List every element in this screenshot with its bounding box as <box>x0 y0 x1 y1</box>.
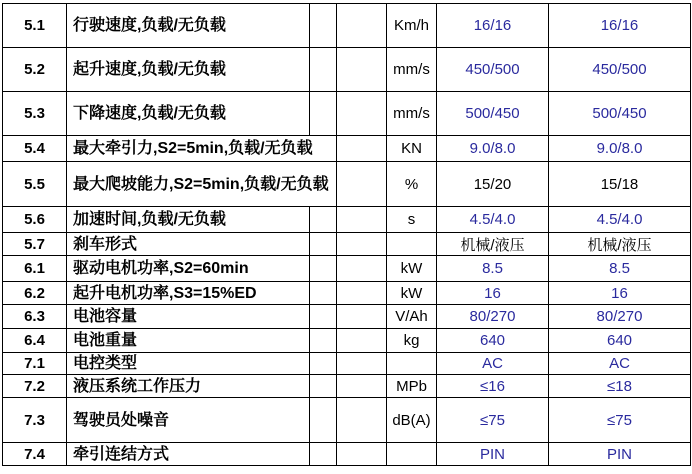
table-row <box>3 207 691 233</box>
table-row <box>3 162 691 207</box>
row-description: 电控类型 <box>67 353 310 375</box>
row-value-1: 15/20 <box>437 162 549 207</box>
row-id: 7.1 <box>3 353 67 375</box>
spec-table <box>2 3 691 466</box>
row-spacer-2 <box>337 136 387 162</box>
row-spacer-2 <box>337 398 387 443</box>
row-unit: MPb <box>387 375 437 398</box>
row-unit: mm/s <box>387 92 437 136</box>
row-value-1: 500/450 <box>437 92 549 136</box>
row-description: 牵引连结方式 <box>67 443 310 466</box>
row-value-1: 450/500 <box>437 48 549 92</box>
row-unit: kW <box>387 282 437 305</box>
row-spacer-1 <box>310 233 337 256</box>
row-id: 6.4 <box>3 329 67 353</box>
row-spacer-1 <box>310 398 337 443</box>
row-spacer-2 <box>337 233 387 256</box>
table-row <box>3 305 691 329</box>
row-spacer-2 <box>337 443 387 466</box>
row-spacer-2 <box>337 92 387 136</box>
row-id: 7.4 <box>3 443 67 466</box>
row-value-1: 8.5 <box>437 256 549 282</box>
row-value-2: ≤18 <box>549 375 691 398</box>
row-value-1: 16 <box>437 282 549 305</box>
row-description: 起升电机功率,S3=15%ED <box>67 282 310 305</box>
row-unit: dB(A) <box>387 398 437 443</box>
row-value-1: ≤16 <box>437 375 549 398</box>
row-value-1: 16/16 <box>437 4 549 48</box>
row-spacer-1 <box>310 305 337 329</box>
row-spacer-2 <box>337 353 387 375</box>
table-row <box>3 443 691 466</box>
row-unit: kW <box>387 256 437 282</box>
row-description: 液压系统工作压力 <box>67 375 310 398</box>
table-row <box>3 282 691 305</box>
row-unit: kg <box>387 329 437 353</box>
row-unit <box>387 233 437 256</box>
row-spacer-2 <box>337 48 387 92</box>
row-value-2: 机械/液压 <box>549 233 691 256</box>
row-description: 驱动电机功率,S2=60min <box>67 256 310 282</box>
row-id: 6.3 <box>3 305 67 329</box>
row-spacer-1 <box>310 329 337 353</box>
row-spacer-1 <box>310 207 337 233</box>
table-row <box>3 233 691 256</box>
row-value-1: 640 <box>437 329 549 353</box>
row-id: 5.5 <box>3 162 67 207</box>
table-row <box>3 48 691 92</box>
row-description: 下降速度,负载/无负载 <box>67 92 310 136</box>
table-row <box>3 353 691 375</box>
row-id: 5.6 <box>3 207 67 233</box>
row-value-2: PIN <box>549 443 691 466</box>
row-id: 6.2 <box>3 282 67 305</box>
row-value-1: 4.5/4.0 <box>437 207 549 233</box>
row-id: 7.3 <box>3 398 67 443</box>
row-spacer-1 <box>310 353 337 375</box>
row-value-2: 640 <box>549 329 691 353</box>
row-unit <box>387 353 437 375</box>
row-spacer-1 <box>310 48 337 92</box>
row-value-2: 4.5/4.0 <box>549 207 691 233</box>
row-unit: mm/s <box>387 48 437 92</box>
row-unit: s <box>387 207 437 233</box>
row-spacer-2 <box>337 305 387 329</box>
row-value-2: 15/18 <box>549 162 691 207</box>
row-spacer-1 <box>310 92 337 136</box>
row-value-2: ≤75 <box>549 398 691 443</box>
row-spacer-2 <box>337 329 387 353</box>
row-value-2: 16 <box>549 282 691 305</box>
table-row <box>3 4 691 48</box>
row-description: 驾驶员处噪音 <box>67 398 310 443</box>
table-row <box>3 256 691 282</box>
row-id: 5.7 <box>3 233 67 256</box>
row-spacer-2 <box>337 162 387 207</box>
row-spacer-1 <box>310 443 337 466</box>
row-unit: KN <box>387 136 437 162</box>
row-value-1: ≤75 <box>437 398 549 443</box>
row-description: 电池容量 <box>67 305 310 329</box>
row-value-2: 8.5 <box>549 256 691 282</box>
row-value-1: 机械/液压 <box>437 233 549 256</box>
row-value-1: 9.0/8.0 <box>437 136 549 162</box>
row-spacer-2 <box>337 375 387 398</box>
row-description: 刹车形式 <box>67 233 310 256</box>
row-value-2: 16/16 <box>549 4 691 48</box>
row-unit: Km/h <box>387 4 437 48</box>
row-description: 加速时间,负载/无负载 <box>67 207 310 233</box>
row-id: 7.2 <box>3 375 67 398</box>
row-id: 5.4 <box>3 136 67 162</box>
row-value-2: AC <box>549 353 691 375</box>
table-row <box>3 375 691 398</box>
row-description: 行驶速度,负载/无负载 <box>67 4 310 48</box>
table-row <box>3 92 691 136</box>
row-id: 5.2 <box>3 48 67 92</box>
row-spacer-2 <box>337 256 387 282</box>
row-id: 6.1 <box>3 256 67 282</box>
row-value-2: 500/450 <box>549 92 691 136</box>
row-value-2: 450/500 <box>549 48 691 92</box>
row-spacer-1 <box>310 282 337 305</box>
row-spacer-1 <box>310 256 337 282</box>
row-spacer-2 <box>337 207 387 233</box>
row-id: 5.1 <box>3 4 67 48</box>
row-value-2: 80/270 <box>549 305 691 329</box>
table-row <box>3 398 691 443</box>
row-unit: % <box>387 162 437 207</box>
row-description: 最大牵引力,S2=5min,负载/无负载 <box>67 136 337 162</box>
row-spacer-1 <box>310 375 337 398</box>
row-description: 起升速度,负载/无负载 <box>67 48 310 92</box>
row-value-1: AC <box>437 353 549 375</box>
row-id: 5.3 <box>3 92 67 136</box>
row-spacer-2 <box>337 282 387 305</box>
row-unit <box>387 443 437 466</box>
row-spacer-1 <box>310 4 337 48</box>
table-row <box>3 329 691 353</box>
row-unit: V/Ah <box>387 305 437 329</box>
table-row <box>3 136 691 162</box>
row-description: 电池重量 <box>67 329 310 353</box>
row-value-2: 9.0/8.0 <box>549 136 691 162</box>
row-value-1: 80/270 <box>437 305 549 329</box>
row-spacer-2 <box>337 4 387 48</box>
row-value-1: PIN <box>437 443 549 466</box>
row-description: 最大爬坡能力,S2=5min,负载/无负载 <box>67 162 337 207</box>
